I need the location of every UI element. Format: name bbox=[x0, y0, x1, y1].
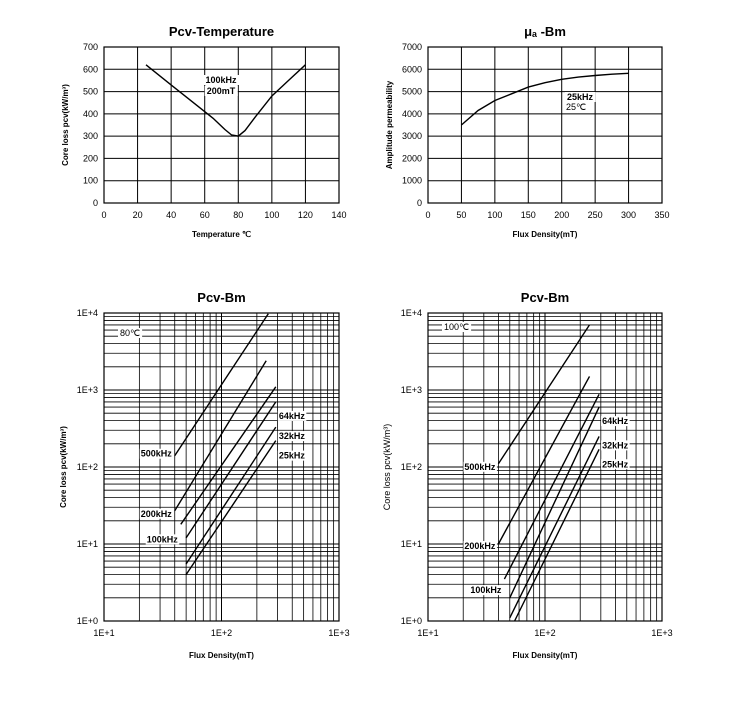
y-tick-label: 1E+4 bbox=[76, 308, 98, 318]
chart-4 bbox=[382, 290, 673, 660]
x-tick-label: 40 bbox=[166, 210, 177, 220]
x-tick-label: 150 bbox=[520, 210, 536, 220]
y-tick-label: 1E+1 bbox=[76, 539, 98, 549]
y-axis-label: Core loss pcv(kW/m³) bbox=[59, 426, 68, 508]
y-tick-label: 5000 bbox=[401, 86, 422, 97]
annotation: 100℃ bbox=[444, 322, 470, 332]
grid bbox=[428, 47, 662, 203]
y-tick-label: 400 bbox=[82, 108, 98, 119]
x-tick-label: 1E+1 bbox=[93, 628, 115, 638]
x-tick-label: 50 bbox=[456, 210, 467, 220]
series-line-64kHz bbox=[510, 407, 599, 598]
y-tick-label: 2000 bbox=[401, 153, 422, 164]
x-tick-label: 100 bbox=[487, 210, 503, 220]
series-line-500kHz bbox=[498, 325, 589, 464]
series-line-32kHz bbox=[510, 436, 599, 617]
y-tick-label: 6000 bbox=[401, 64, 422, 75]
plot-frame bbox=[104, 47, 339, 203]
y-tick-label: 100 bbox=[82, 175, 98, 186]
chart-3 bbox=[59, 290, 350, 660]
x-tick-label: 1E+2 bbox=[534, 628, 556, 638]
annotation: 25℃ bbox=[565, 102, 587, 112]
y-tick-label: 1000 bbox=[401, 175, 422, 186]
series-label-25kHz: 25kHz bbox=[602, 459, 629, 470]
x-tick-label: 60 bbox=[199, 210, 210, 220]
y-axis-label: Core loss pcv(kW/m³) bbox=[61, 84, 70, 166]
chart-title: Pcv-Bm bbox=[520, 290, 570, 305]
grid bbox=[104, 313, 339, 621]
annotation: 80℃ bbox=[120, 328, 141, 338]
plot-frame bbox=[428, 47, 662, 203]
series-line-32kHz bbox=[186, 427, 276, 564]
y-tick-label: 1E+0 bbox=[76, 616, 98, 626]
chart-1 bbox=[61, 24, 347, 239]
y-tick-label: 200 bbox=[82, 153, 98, 164]
y-tick-label: 7000 bbox=[401, 42, 422, 52]
y-tick-label: 1E+2 bbox=[76, 462, 98, 472]
y-tick-label: 1E+4 bbox=[400, 308, 422, 318]
annotation: 100kHz bbox=[205, 75, 237, 85]
chart-title: Pcv-Temperature bbox=[168, 24, 275, 39]
chart-2 bbox=[385, 24, 670, 239]
series-label-64kHz: 64kHz bbox=[602, 416, 629, 427]
series-label-25kHz: 25kHz bbox=[278, 450, 305, 461]
x-tick-label: 100 bbox=[264, 210, 280, 220]
x-axis-label: Flux Density(mT) bbox=[512, 230, 578, 239]
y-tick-label: 1E+1 bbox=[400, 539, 422, 549]
y-tick-label: 1E+3 bbox=[400, 385, 422, 395]
x-tick-label: 120 bbox=[297, 210, 313, 220]
grid bbox=[104, 47, 339, 203]
chart-title: μₐ -Bm bbox=[524, 24, 566, 39]
y-tick-label: 0 bbox=[92, 198, 98, 208]
series-label-500kHz: 500kHz bbox=[464, 461, 496, 472]
y-tick-label: 1E+2 bbox=[400, 462, 422, 472]
series-label-64kHz: 64kHz bbox=[278, 410, 305, 421]
x-tick-label: 20 bbox=[132, 210, 143, 220]
y-tick-label: 500 bbox=[82, 86, 98, 97]
series-line bbox=[461, 73, 628, 125]
x-axis-label: Flux Density(mT) bbox=[512, 651, 578, 660]
y-axis-label: Amplitude permeability bbox=[385, 80, 394, 170]
x-tick-label: 1E+3 bbox=[651, 628, 673, 638]
y-tick-label: 300 bbox=[82, 131, 98, 142]
chart-title: Pcv-Bm bbox=[197, 290, 246, 305]
y-tick-label: 600 bbox=[82, 64, 98, 75]
x-tick-label: 80 bbox=[233, 210, 244, 220]
y-tick-label: 3000 bbox=[401, 131, 422, 142]
x-tick-label: 350 bbox=[654, 210, 670, 220]
x-tick-label: 140 bbox=[331, 210, 347, 220]
series-label-32kHz: 32kHz bbox=[278, 431, 305, 442]
series-label-100kHz: 100kHz bbox=[146, 534, 178, 545]
y-tick-label: 700 bbox=[82, 42, 98, 52]
x-axis-label: Temperature ℃ bbox=[191, 230, 252, 239]
y-tick-label: 1E+3 bbox=[76, 385, 98, 395]
x-tick-label: 1E+3 bbox=[328, 628, 350, 638]
x-tick-label: 200 bbox=[554, 210, 570, 220]
x-tick-label: 1E+2 bbox=[210, 628, 233, 638]
x-tick-label: 250 bbox=[587, 210, 603, 220]
x-tick-label: 0 bbox=[101, 210, 107, 220]
annotation: 200mT bbox=[206, 86, 236, 96]
x-tick-label: 300 bbox=[621, 210, 637, 220]
series-label-100kHz: 100kHz bbox=[470, 585, 502, 596]
y-tick-label: 1E+0 bbox=[400, 616, 422, 626]
y-tick-label: 0 bbox=[416, 198, 422, 208]
series-label-500kHz: 500kHz bbox=[140, 448, 172, 459]
series-label-200kHz: 200kHz bbox=[140, 508, 172, 519]
y-axis-label: Core loss pcv(kW/m³) bbox=[382, 423, 392, 511]
y-tick-label: 4000 bbox=[401, 108, 422, 119]
annotation: 25kHz bbox=[566, 92, 594, 102]
series-label-200kHz: 200kHz bbox=[464, 541, 496, 551]
x-tick-label: 0 bbox=[425, 210, 431, 220]
series-label-32kHz: 32kHz bbox=[602, 440, 629, 451]
x-tick-label: 1E+1 bbox=[417, 628, 439, 638]
x-axis-label: Flux Density(mT) bbox=[189, 651, 254, 660]
